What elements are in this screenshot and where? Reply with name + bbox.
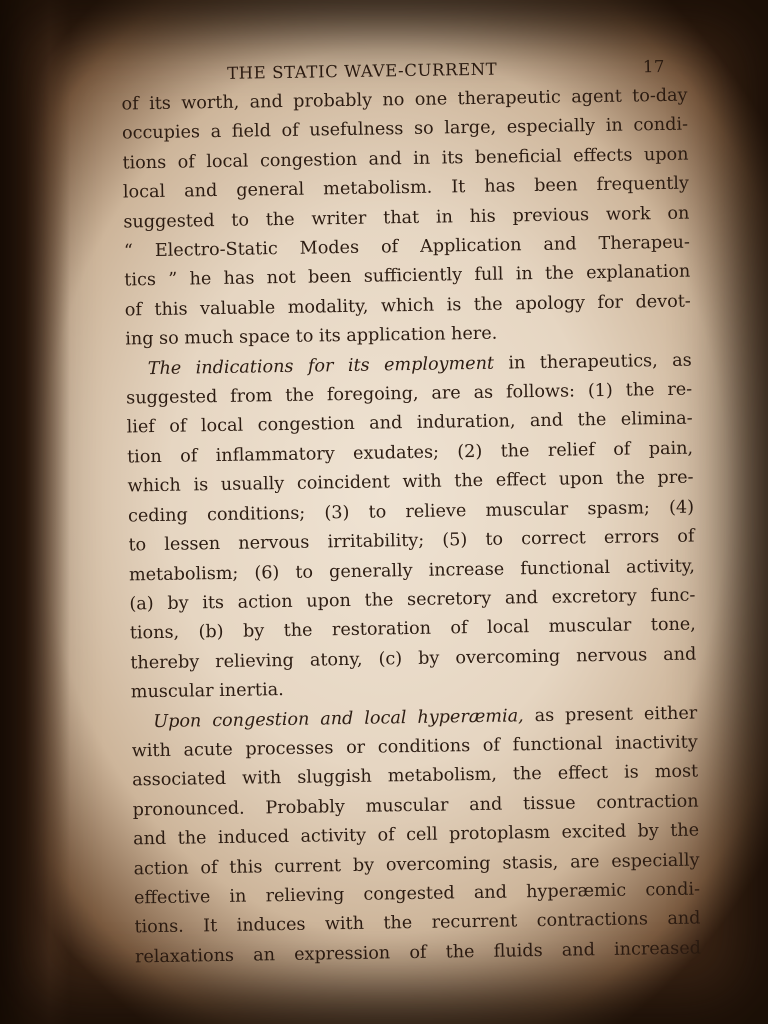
text-line: which is usually coincident with the effect upon the pre- [127, 467, 694, 497]
lead-continuation: in therapeutics, as [493, 350, 692, 374]
page-number: 17 [642, 56, 666, 77]
text-line: tions. It induces with the recurrent contractions and [134, 908, 701, 938]
text-line: tics ” he has not been sufficiently full in the explanation [124, 262, 691, 291]
text-line: relaxations an expression of the fluids and increased [134, 938, 702, 968]
text-line: tion of inflammatory exudates; (2) the relief of pain, [126, 438, 694, 468]
italic-lead: Upon congestion and local hyperæmia, [153, 705, 524, 732]
text-line: thereby relieving atony, (c) by overcoming nervous and [130, 644, 697, 674]
binding-shadow [0, 0, 70, 1024]
text-line: of its worth, and probably no one therapeutic agent to-day [121, 85, 688, 115]
text-line: tions, (b) by the restoration of local muscular tone, [129, 614, 696, 644]
text-line: pronounced. Probably muscular and tissue contraction [132, 791, 699, 821]
text-line: associated with sluggish metabolism, the effect is most [132, 761, 699, 791]
text-line: ceding conditions; (3) to relieve muscular spasm; (4) [127, 497, 695, 527]
paragraph-2 [126, 346, 697, 708]
text-line: “ Electro-Static Modes of Application and Therapeu- [123, 232, 690, 262]
text-line: (a) by its action upon the secretory and excretory func- [129, 585, 696, 615]
text-line: of this valuable modality, which is the apology for devot- [124, 291, 691, 321]
paragraph-3 [131, 699, 701, 973]
text-line: ing so much space to its application here. [125, 323, 498, 350]
text-line: action of this current by overcoming stasis, are especially [133, 850, 700, 879]
text-line: muscular inertia. [130, 680, 284, 703]
text-line: occupies a field of usefulness so large, especially in condi- [121, 115, 689, 144]
paragraph-1 [121, 82, 691, 356]
text-line: suggested to the writer that in his previous work on [123, 203, 690, 233]
text-line: effective in relieving congested and hyperæmic condi- [133, 879, 701, 909]
text-line: lief of local congestion and induration, and the elimina- [126, 409, 693, 438]
text-line: local and general metabolism. It has been frequently [122, 173, 690, 203]
text-line: to lessen nervous irritability; (5) to correct errors of [128, 526, 695, 556]
text-line: tions of local congestion and in its beneficial effects upon [122, 144, 689, 174]
text-line: metabolism; (6) to generally increase functional activity, [128, 556, 696, 585]
text-line: and the induced activity of cell protoplasm excited by the [132, 820, 700, 850]
running-title: THE STATIC WAVE-CURRENT [226, 59, 498, 83]
text-line: with acute processes or conditions of functional inactivity [131, 732, 698, 762]
text-line: suggested from the foregoing, are as follows: (1) the re- [126, 379, 693, 409]
book-page [121, 48, 701, 973]
lead-continuation: as present either [523, 703, 698, 726]
italic-lead: The indications for its employment [147, 353, 495, 379]
